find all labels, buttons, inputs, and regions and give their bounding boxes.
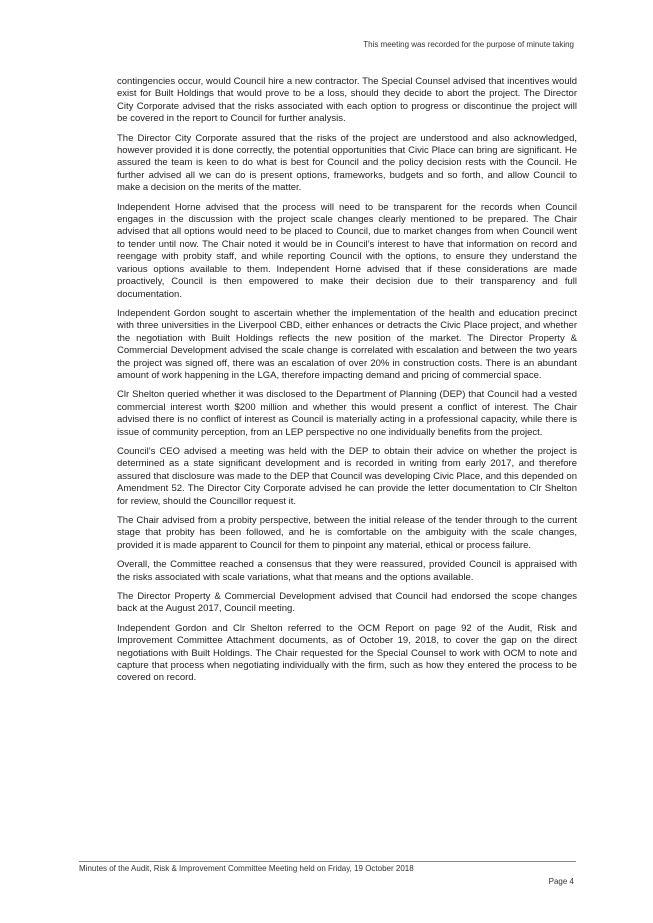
footer-divider <box>79 861 576 862</box>
paragraph: The Director City Corporate assured that the risks of the project are understood and also acknowledged, however provided it is done correctly, the potential opportunities that Civic Place can bring are significant. He assured the team is keen to do what is best for Council and the policy decision rests with the Council. He further advised all we can do is present options, frameworks, budgets and so forth, and allow Council to make a decision on the merits of the matter. <box>117 132 577 194</box>
paragraph: Independent Gordon and Clr Shelton referred to the OCM Report on page 92 of the Audit, Risk and Improvement Committee Attachment documents, as of October 19, 2018, to cover the gap on the direct negotiations with Built Holdings. The Chair requested for the Special Counsel to work with OCM to note and capture that process when negotiating individually with the firm, such as how they entered the process to be covered on record. <box>117 622 577 684</box>
paragraph: Overall, the Committee reached a consensus that they were reassured, provided Council is appraised with the risks associated with scale variations, what that means and the options available. <box>117 559 577 583</box>
footer-title: Minutes of the Audit, Risk & Improvement Committee Meeting held on Friday, 19 October 2018 <box>79 864 414 873</box>
page-number: Page 4 <box>548 877 574 886</box>
paragraph: contingencies occur, would Council hire a new contractor. The Special Counsel advised that incentives would exist for Built Holdings that would prove to be a loss, should they decide to abort the project. The Director City Corporate advised that the risks associated with each option to progress or discontinue the project will be covered in the report to Council for further analysis. <box>117 76 577 125</box>
paragraph: Independent Gordon sought to ascertain whether the implementation of the health and education precinct with three universities in the Liverpool CBD, either enhances or detracts the Civic Place project, and whether the negotiation with Built Holdings reflects the new position of the market. The Director Property & Commercial Development advised the scale change is correlated with escalation and between the two years the project was signed off, there was an escalation of over 20% in construction costs. There is an abundant amount of work happening in the LGA, therefore impacting demand and pricing of commercial space. <box>117 307 577 381</box>
paragraph: Independent Horne advised that the process will need to be transparent for the records when Council engages in the discussion with the project scale changes clearly mentioned to be prepared. The Chair advised that all options would need to be placed to Council, due to market changes from when Council went to tender until now. The Chair noted it would be in Council’s interest to have that information on record and reengage with probity staff, and while reporting Council with the options, to ensure they understand the various options available to them. Independent Horne advised that if these considerations are made proactively, Council is then empowered to make their decision due to their transparency and full documentation. <box>117 201 577 300</box>
paragraph: Clr Shelton queried whether it was disclosed to the Department of Planning (DEP) that Council had a vested commercial interest worth $200 million and whether this would present a conflict of interest. The Chair advised there is no conflict of interest as Council is materially acting in a professional capacity, while there is issue of community perception, from an LEP perspective no one individually benefits from the project. <box>117 389 577 438</box>
paragraph: The Chair advised from a probity perspective, between the initial release of the tender through to the current stage that probity has been followed, and he is comfortable on the ambiguity with the scale changes, provided it is made apparent to Council for them to pinpoint any material, ethical or process failure. <box>117 515 577 551</box>
page-header-note: This meeting was recorded for the purpose of minute taking <box>363 40 574 49</box>
paragraph: Council’s CEO advised a meeting was held with the DEP to obtain their advice on whether the project is determined as a state significant development and is recorded in writing from early 2017, and therefore assured that disclosure was made to the DEP that Council was developing Civic Place, and this depended on Amendment 52. The Director City Corporate advised he can provide the letter documentation to Clr Shelton for review, should the Councillor request it. <box>117 445 577 507</box>
paragraph: The Director Property & Commercial Development advised that Council had endorsed the scope changes back at the August 2017, Council meeting. <box>117 591 577 615</box>
minutes-body <box>117 76 577 692</box>
